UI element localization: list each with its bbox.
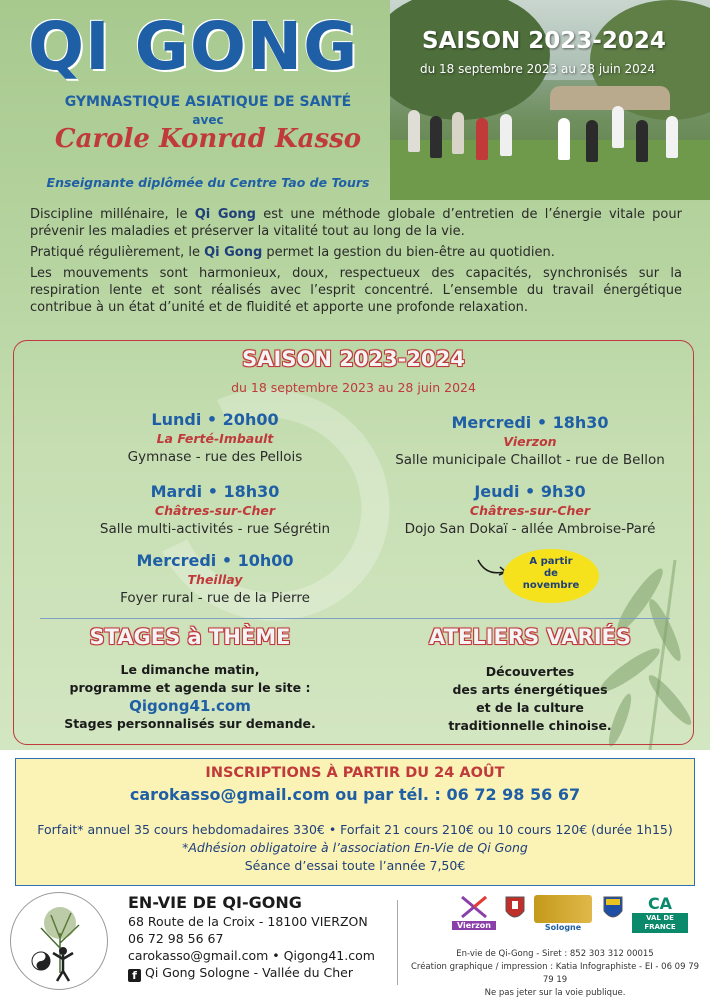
association-info	[128, 894, 375, 982]
association-phone[interactable]: 06 72 98 56 67	[128, 931, 224, 946]
credit-line: Ne pas jeter sur la voie publique.	[484, 988, 626, 998]
page-title: QI GONG	[28, 8, 359, 85]
slot-place: Gymnase - rue des Pellois	[127, 449, 303, 465]
slot-day: Mardi • 18h30	[150, 482, 280, 501]
slot-town: Châtres-sur-Cher	[154, 503, 276, 518]
intro-text	[30, 206, 682, 320]
slot-place: Salle municipale Chaillot - rue de Bellon	[395, 452, 665, 468]
ateliers-text	[375, 663, 685, 735]
association-name: EN-VIE DE QI-GONG	[128, 893, 302, 912]
november-badge	[503, 549, 599, 603]
stages-line: Stages personnalisés sur demande.	[64, 716, 316, 731]
stages-line: programme et agenda sur le site :	[69, 680, 311, 695]
stages-text	[40, 661, 340, 733]
partner-logos	[452, 895, 692, 941]
forfait-line: Forfait* annuel 35 cours hebdomadaires 330€ • Forfait 21 cours 210€ ou 10 cours 120€ (durée 1h15)	[37, 822, 673, 837]
footer-divider	[397, 900, 398, 985]
ateliers-line: et de la culture	[476, 700, 584, 715]
credit-line: Création graphique / impression : Katia Infographiste - EI - 06 09 79 79 19	[410, 962, 700, 985]
sologne-label: Sologne	[544, 923, 582, 932]
facebook-row[interactable]	[128, 964, 375, 982]
vierzon-logo	[452, 895, 496, 939]
stages-line: Le dimanche matin,	[120, 662, 260, 677]
schedule-slot	[60, 551, 370, 606]
slot-place: Salle multi-activités - rue Ségrétin	[99, 521, 331, 537]
teacher-diploma: Enseignante diplômée du Centre Tao de Tours	[46, 175, 370, 190]
season-header-dates: du 18 septembre 2023 au 28 juin 2024	[420, 62, 656, 76]
subtitle: GYMNASTIQUE ASIATIQUE DE SANTÉ	[64, 94, 352, 110]
badge-line: A partir	[529, 556, 573, 567]
schedule-slot	[370, 413, 690, 468]
avec-label: avec	[192, 113, 224, 127]
inscription-box	[15, 758, 695, 886]
slot-town: Châtres-sur-Cher	[469, 503, 591, 518]
slot-place: Foyer rural - rue de la Pierre	[120, 590, 310, 606]
inscription-contact[interactable]: carokasso@gmail.com ou par tél. : 06 72 98 56 67	[129, 785, 581, 804]
ateliers-line: Découvertes	[485, 664, 575, 679]
credit-line: En-vie de Qi-Gong - Siret : 852 303 312 00015	[456, 949, 654, 959]
stages-title: STAGES à THÈME	[89, 625, 291, 649]
intro-paragraph-1: Discipline millénaire, le Qi Gong est une méthode globale d’entretien de l’énergie vitale pour prévenir les maladies et préserver la vitalité tout au long de la vie.	[30, 207, 682, 239]
slot-town: Vierzon	[503, 434, 557, 449]
ateliers-title: ATELIERS VARIÉS	[429, 625, 631, 649]
badge-line: novembre	[522, 580, 580, 591]
slot-day: Lundi • 20h00	[151, 410, 279, 429]
ca-label: VAL DE FRANCE	[632, 913, 688, 933]
pricing-info	[16, 821, 694, 875]
sologne-logo	[534, 895, 592, 939]
print-credits	[405, 948, 705, 1000]
intro-paragraph-2: Pratiqué régulièrement, le Qi Gong permet la gestion du bien-être au quotidien.	[30, 245, 555, 260]
badge-line: de	[544, 568, 558, 579]
slot-day: Mercredi • 10h00	[136, 551, 294, 570]
slot-day: Jeudi • 9h30	[474, 482, 586, 501]
intro-paragraph-3: Les mouvements sont harmonieux, doux, respectueux des capacités, synchronisés sur la respiration lente et sont réalisés avec l’esprit concentré. L’ensemble du travail énergétique contribue à un état d’unité et de fluidité et apporte une profonde relaxation.	[30, 266, 682, 315]
season-header: SAISON 2023-2024	[422, 28, 666, 54]
chatres-logo	[600, 895, 626, 939]
ferte-imbault-logo	[502, 895, 528, 939]
slot-town: Theillay	[187, 572, 243, 587]
essai-line: Séance d’essai toute l’année 7,50€	[244, 858, 466, 873]
ca-mark: CA	[647, 894, 673, 913]
schedule-slot	[60, 410, 370, 465]
association-address: 68 Route de la Croix - 18100 VIERZON	[128, 914, 368, 929]
association-logo	[10, 892, 108, 990]
schedule-slot	[60, 482, 370, 537]
facebook-label: Qi Gong Sologne - Vallée du Cher	[144, 965, 353, 980]
ateliers-line: traditionnelle chinoise.	[448, 718, 612, 733]
teacher-name: Carole Konrad Kasso	[54, 124, 362, 154]
facebook-icon: f	[128, 969, 141, 982]
slot-place: Dojo San Dokaï - allée Ambroise-Paré	[404, 521, 656, 537]
section-divider	[40, 618, 670, 619]
slot-day: Mercredi • 18h30	[451, 413, 609, 432]
ateliers-line: des arts énergétiques	[452, 682, 608, 697]
association-email[interactable]: carokasso@gmail.com • Qigong41.com	[128, 948, 375, 963]
schedule-title: SAISON 2023-2024	[242, 347, 465, 371]
slot-town: La Ferté-Imbault	[156, 431, 274, 446]
schedule-dates: du 18 septembre 2023 au 28 juin 2024	[231, 380, 476, 395]
adhesion-line: *Adhésion obligatoire à l’association En-Vie de Qi Gong	[182, 840, 528, 855]
inscription-title: INSCRIPTIONS À PARTIR DU 24 AOÛT	[205, 765, 505, 781]
vierzon-label: Vierzon	[452, 921, 496, 930]
website-link[interactable]: Qigong41.com	[129, 697, 251, 715]
schedule-slot	[370, 482, 690, 537]
credit-agricole-logo	[632, 895, 688, 939]
